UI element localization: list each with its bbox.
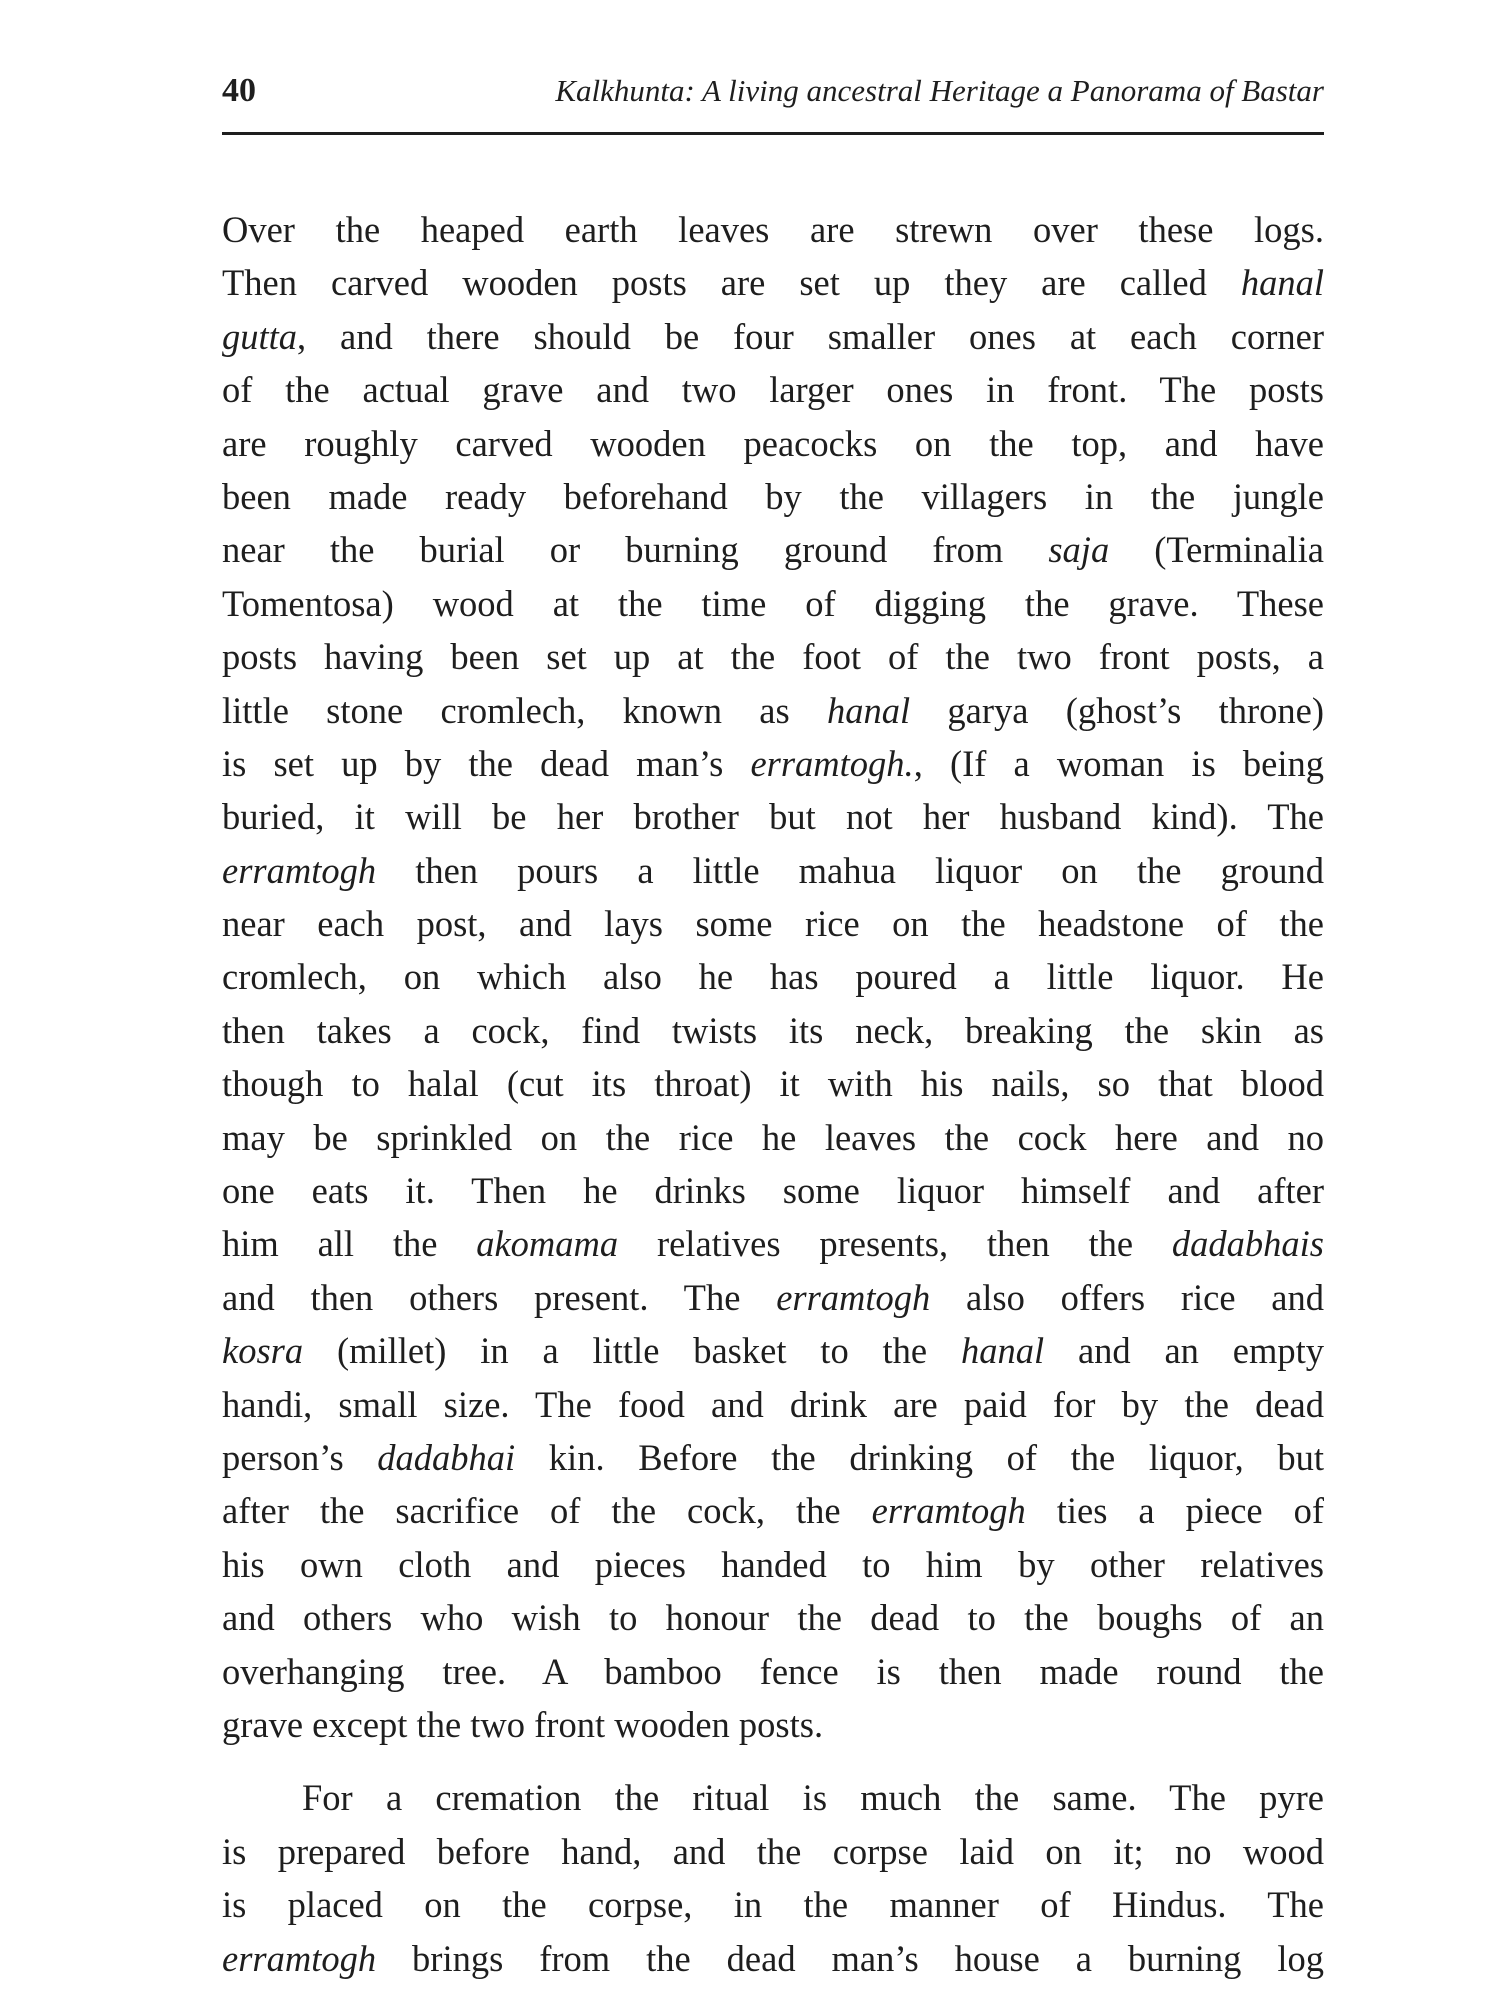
paragraph: [222, 203, 1324, 1751]
text-line: are roughly carved wooden peacocks on the top, and have: [222, 422, 1324, 464]
italic-term: hanal: [826, 689, 911, 731]
text-line: and then others present. The erramtogh also offers rice and: [222, 1276, 1324, 1318]
text-line: and others who wish to honour the dead to the boughs of an: [222, 1597, 1324, 1639]
italic-term: hanal: [960, 1330, 1045, 1372]
text-line: been made ready beforehand by the villagers in the jungle: [222, 475, 1324, 517]
text-line: overhanging tree. A bamboo fence is then made round the: [222, 1650, 1324, 1692]
text-line: cromlech, on which also he has poured a little liquor. He: [222, 956, 1324, 998]
page-number: 40: [222, 72, 256, 109]
text-line: is set up by the dead man’s erramtogh., (If a woman is being: [222, 742, 1324, 784]
text-line: posts having been set up at the foot of the two front posts, a: [222, 636, 1324, 678]
italic-term: saja: [1048, 529, 1110, 571]
italic-term: dadabhai: [377, 1436, 516, 1478]
italic-term: dadabhais: [1171, 1223, 1324, 1265]
text-line: then takes a cock, find twists its neck, breaking the skin as: [222, 1009, 1324, 1051]
header-rule: [222, 132, 1324, 135]
text-line: Over the heaped earth leaves are strewn over these logs.: [222, 209, 1324, 250]
italic-term: erramtogh: [222, 849, 377, 891]
paragraph-gap: [222, 1751, 1324, 1771]
body-text: [222, 203, 1324, 1985]
text-line: after the sacrifice of the cock, the erramtogh ties a piece of: [222, 1490, 1324, 1532]
italic-term: erramtogh: [222, 1937, 377, 1979]
text-line: Tomentosa) wood at the time of digging the grave. These: [222, 582, 1324, 624]
text-line: one eats it. Then he drinks some liquor himself and after: [222, 1170, 1324, 1212]
text-line: gutta, and there should be four smaller ones at each corner: [222, 315, 1324, 357]
italic-term: gutta: [222, 315, 298, 357]
text-line: erramtogh brings from the dead man’s house a burning log: [222, 1937, 1324, 1979]
text-line: near the burial or burning ground from saja (Terminalia: [222, 529, 1324, 571]
text-line: is prepared before hand, and the corpse laid on it; no wood: [222, 1830, 1324, 1872]
text-line: erramtogh then pours a little mahua liquor on the ground: [222, 849, 1324, 891]
text-line: grave except the two front wooden posts.: [222, 1703, 824, 1745]
text-line: his own cloth and pieces handed to him by other relatives: [222, 1543, 1324, 1585]
text-line: For a cremation the ritual is much the same. The pyre: [302, 1777, 1324, 1819]
text-line: though to halal (cut its throat) it with his nails, so that blood: [222, 1063, 1324, 1105]
italic-term: hanal: [1240, 262, 1324, 304]
text-line: near each post, and lays some rice on the headstone of the: [222, 903, 1324, 945]
text-line: handi, small size. The food and drink are paid for by the dead: [222, 1383, 1324, 1425]
italic-term: akomama: [476, 1223, 619, 1265]
text-line: him all the akomama relatives presents, then the dadabhais: [222, 1223, 1324, 1265]
italic-term: erramtogh: [776, 1276, 931, 1318]
text-line: buried, it will be her brother but not her husband kind). The: [222, 796, 1324, 838]
text-line: may be sprinkled on the rice he leaves the cock here and no: [222, 1116, 1324, 1158]
text-line: of the actual grave and two larger ones in front. The posts: [222, 369, 1324, 411]
running-header: [222, 66, 1324, 116]
running-title: Kalkhunta: A living ancestral Heritage a Panorama of Bastar: [555, 73, 1324, 108]
italic-term: erramtogh.: [750, 742, 914, 784]
italic-term: kosra: [222, 1330, 304, 1372]
text-line: Then carved wooden posts are set up they are called hanal: [222, 262, 1324, 304]
paragraph: [222, 1771, 1324, 1985]
text-line: is placed on the corpse, in the manner of Hindus. The: [222, 1884, 1324, 1926]
text-line: person’s dadabhai kin. Before the drinking of the liquor, but: [222, 1436, 1324, 1478]
text-line: little stone cromlech, known as hanal garya (ghost’s throne): [222, 689, 1324, 731]
italic-term: erramtogh: [871, 1490, 1026, 1532]
text-line: kosra (millet) in a little basket to the hanal and an empty: [222, 1330, 1324, 1372]
